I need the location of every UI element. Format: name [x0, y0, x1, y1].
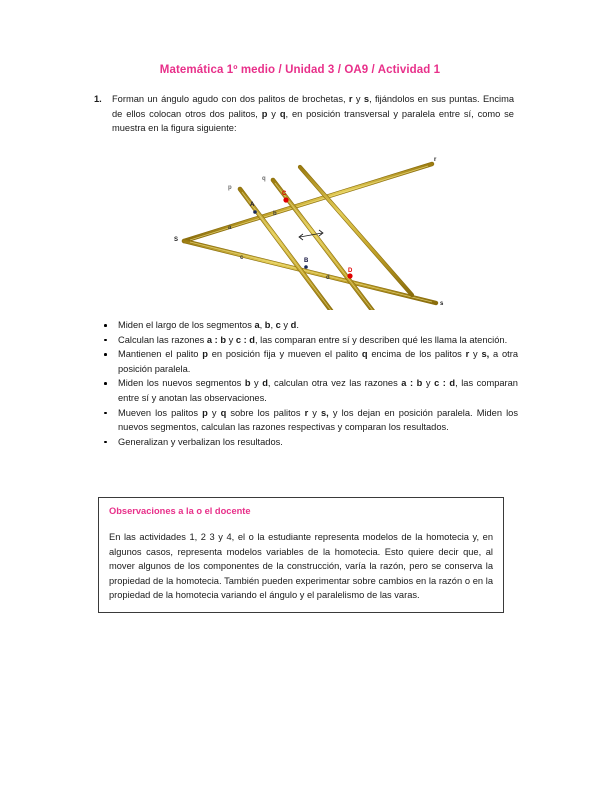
figure-label-S: S [174, 237, 179, 243]
step-list-item: Miden el largo de los segmentos a, b, c y d. [116, 318, 518, 333]
figure-label-p: p [228, 185, 232, 191]
item-number: 1. [94, 94, 102, 104]
steps-list [94, 318, 518, 449]
figure-label-D: D [348, 268, 353, 274]
figure-label-c: c [240, 255, 244, 261]
point-D-marker [347, 273, 352, 278]
figure-svg [160, 145, 450, 310]
figure-label-d: d [326, 275, 330, 281]
page-title: Matemática 1º medio / Unidad 3 / OA9 / Actividad 1 [159, 64, 441, 76]
step-list-item: Miden los nuevos segmentos b y d, calculan otra vez las razones a : b y c : d, las comparan entre sí y anotan las observaciones. [116, 376, 518, 405]
figure-label-A: A [250, 202, 255, 208]
figure-label-C: C [282, 191, 287, 197]
geometry-figure [160, 145, 450, 310]
figure-label-a: a [228, 225, 232, 231]
step-list-item: Mueven los palitos p y q sobre los palitos r y s, y los dejan en posición paralela. Miden los nuevos segmentos, calculan las razones respectivas y comparan los resultados. [116, 406, 518, 435]
step-list-item: Generalizan y verbalizan los resultados. [116, 435, 518, 450]
observations-heading: Observaciones a la o el docente [109, 506, 251, 516]
figure-label-q: q [262, 176, 266, 182]
item-text: Forman un ángulo agudo con dos palitos de brochetas, r y s, fijándolos en sus puntas. Encima de ellos colocan otros dos palitos, p y q, en posición transversal y paralela entre sí, como se muestra en la figura siguiente: [112, 94, 514, 134]
steps-ul [94, 318, 518, 449]
observations-box [98, 497, 504, 613]
observations-body: En las actividades 1, 2 3 y 4, el o la estudiante representa modelos de la homotecia y, en algunos casos, representa modelos variables de la homotecia. Esto quiere decir que, al mover algunos de los componentes de la construcción, varía la razón, pero se conserva la propiedad de la homotecia. También pueden experimentar sobre cambios en la razón o en la propiedad de la homotecia variando el ángulo y el paralelismo de las varas. [109, 532, 493, 601]
figure-label-B: B [304, 258, 309, 264]
figure-label-s: s [440, 301, 444, 307]
numbered-item-1 [94, 92, 514, 136]
point-A-marker [253, 210, 257, 214]
figure-label-r: r [434, 157, 437, 163]
point-C-marker [283, 197, 288, 202]
step-list-item: Calculan las razones a : b y c : d, las comparan entre sí y describen qué les llama la atención. [116, 333, 518, 348]
step-list-item: Mantienen el palito p en posición fija y mueven el palito q encima de los palitos r y s, a otra posición paralela. [116, 347, 518, 376]
point-B-marker [304, 265, 308, 269]
figure-label-b: b [273, 211, 277, 217]
stick-s [184, 241, 436, 303]
